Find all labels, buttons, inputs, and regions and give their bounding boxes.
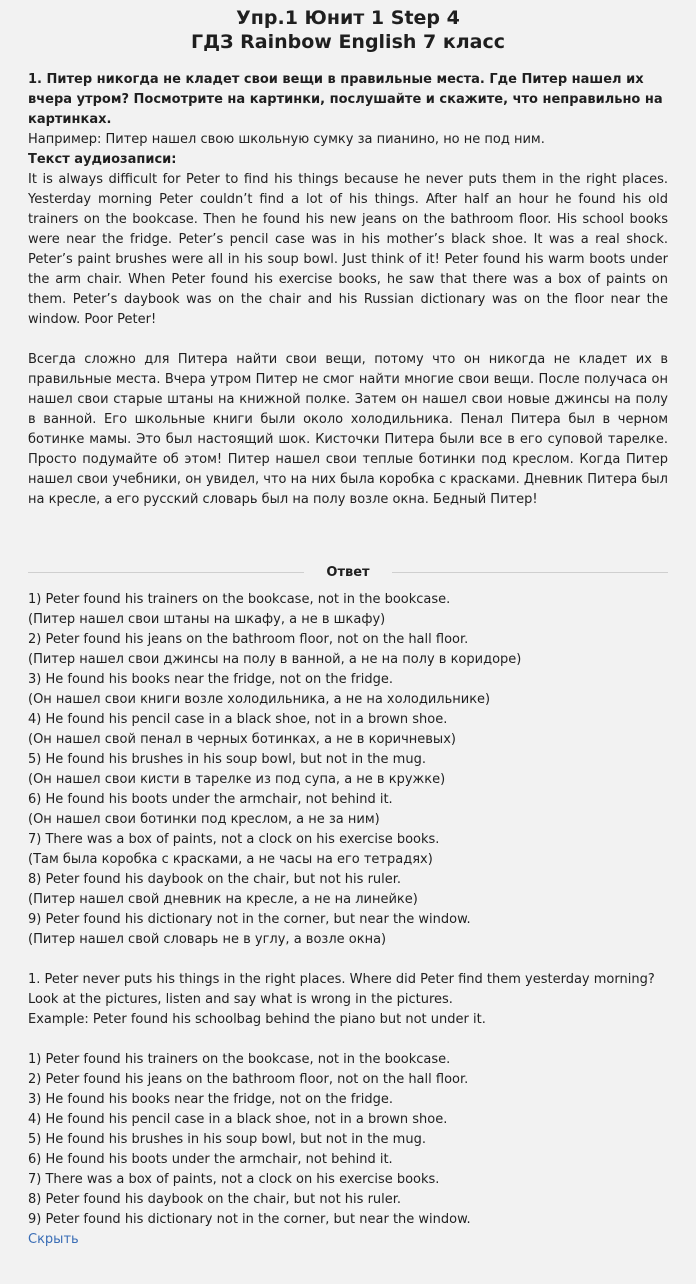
list-item: 6) He found his boots under the armchair, not behind it. <box>28 1152 393 1167</box>
answers-section <box>28 590 668 1250</box>
list-item: (Он нашел свои ботинки под креслом, а не за ним) <box>28 812 380 827</box>
list-item: 7) There was a box of paints, not a clock on his exercise books. <box>28 832 440 847</box>
audio-text-ru: Всегда сложно для Питера найти свои вещи, потому что он никогда не кладет их в правильные места. Вчера утром Питер не смог найти многие свои вещи. После получаса он нашел свои старые штаны на книжной полке. Затем он нашел свои новые джинсы на полу в ванной. Его школьные книги были около холодильника. Пенал Питера был в черном ботинке мамы. Это был настоящий шок. Кисточки Питера были все в его суповой тарелке. Просто подумайте об этом! Питер нашел свои теплые ботинки под креслом. Когда Питер нашел свои учебники, он увидел, что на них была коробка с красками. Дневник Питера был на кресле, а его русский словарь был на полу возле окна. Бедный Питер! <box>28 352 668 507</box>
example-text: Например: Питер нашел свою школьную сумку за пианино, но не под ним. <box>28 132 545 147</box>
list-item: (Питер нашел свой словарь не в углу, а возле окна) <box>28 932 387 947</box>
list-item: (Питер нашел свои штаны на шкафу, а не в шкафу) <box>28 612 386 627</box>
audio-heading: Текст аудиозаписи: <box>28 152 177 167</box>
divider-line-right <box>392 572 668 573</box>
list-item: (Он нашел свой пенал в черных ботинках, а не в коричневых) <box>28 732 456 747</box>
list-item: (Он нашел свои кисти в тарелке из под супа, а не в кружке) <box>28 772 446 787</box>
task-text: 1. Питер никогда не кладет свои вещи в правильные места. Где Питер нашел их вчера утром? Посмотрите на картинки, послушайте и скажите, что неправильно на картинках. <box>28 72 663 127</box>
list-item: (Он нашел свои книги возле холодильника, а не на холодильнике) <box>28 692 491 707</box>
list-item: 9) Peter found his dictionary not in the corner, but near the window. <box>28 912 471 927</box>
list-item: 5) He found his brushes in his soup bowl, but not in the mug. <box>28 1132 426 1147</box>
list-item: 2) Peter found his jeans on the bathroom floor, not on the hall floor. <box>28 1072 469 1087</box>
page-title <box>28 6 668 54</box>
title-line-1: Упр.1 Юнит 1 Step 4 <box>236 7 460 29</box>
list-item: 6) He found his boots under the armchair, not behind it. <box>28 792 393 807</box>
list-item: 4) He found his pencil case in a black shoe, not in a brown shoe. <box>28 712 448 727</box>
list-item: 5) He found his brushes in his soup bowl, but not in the mug. <box>28 752 426 767</box>
task-text-en: 1. Peter never puts his things in the right places. Where did Peter find them yesterday morning? Look at the pictures, listen and say what is wrong in the pictures. <box>28 972 655 1007</box>
answers-en-list <box>28 1050 668 1230</box>
list-item: (Питер нашел свой дневник на кресле, а не на линейке) <box>28 892 418 907</box>
task-section <box>28 70 668 510</box>
list-item: 2) Peter found his jeans on the bathroom floor, not on the hall floor. <box>28 632 469 647</box>
list-item: 8) Peter found his daybook on the chair, but not his ruler. <box>28 872 402 887</box>
answer-divider <box>28 562 668 582</box>
list-item: 8) Peter found his daybook on the chair, but not his ruler. <box>28 1192 402 1207</box>
hide-link[interactable]: Скрыть <box>28 1232 79 1247</box>
answer-label: Ответ <box>326 564 370 580</box>
title-line-2: ГДЗ Rainbow English 7 класс <box>190 31 506 53</box>
list-item: (Там была коробка с красками, а не часы на его тетрадях) <box>28 852 433 867</box>
list-item: (Питер нашел свои джинсы на полу в ванной, а не на полу в коридоре) <box>28 652 522 667</box>
example-text-en: Example: Peter found his schoolbag behind the piano but not under it. <box>28 1012 486 1027</box>
list-item: 1) Peter found his trainers on the bookcase, not in the bookcase. <box>28 592 451 607</box>
list-item: 3) He found his books near the fridge, not on the fridge. <box>28 1092 393 1107</box>
list-item: 4) He found his pencil case in a black shoe, not in a brown shoe. <box>28 1112 448 1127</box>
list-item: 9) Peter found his dictionary not in the corner, but near the window. <box>28 1212 471 1227</box>
list-item: 7) There was a box of paints, not a clock on his exercise books. <box>28 1172 440 1187</box>
list-item: 3) He found his books near the fridge, not on the fridge. <box>28 672 393 687</box>
list-item: 1) Peter found his trainers on the bookcase, not in the bookcase. <box>28 1052 451 1067</box>
answers-list <box>28 590 668 950</box>
audio-text-en: It is always difficult for Peter to find his things because he never puts them in the right places. Yesterday morning Peter couldn’t find a lot of his things. After half an hour he found his old trainers on the bookcase. Then he found his new jeans on the bathroom floor. His school books were near the fridge. Peter’s pencil case was in his mother’s black shoe. It was a real shock. Peter’s paint brushes were all in his soup bowl. Just think of it! Peter found his warm boots under the arm chair. When Peter found his exercise books, he saw that there was a box of paints on them. Peter’s daybook was on the chair and his Russian dictionary was on the floor near the window. Poor Peter! <box>28 172 668 327</box>
divider-line-left <box>28 572 304 573</box>
